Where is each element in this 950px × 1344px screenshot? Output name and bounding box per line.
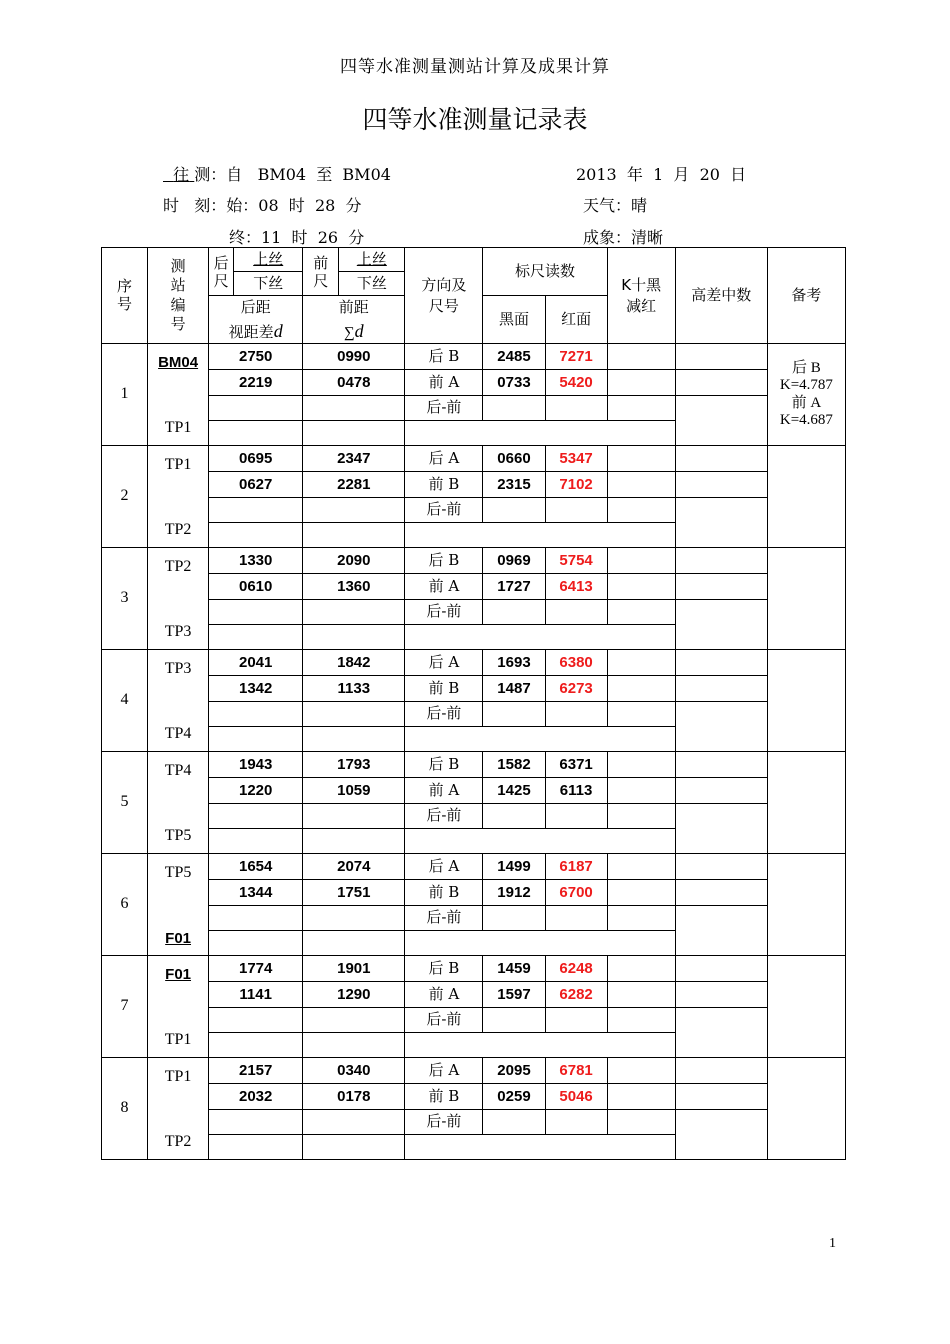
front-upper-reading: 0990 [303,344,405,370]
front-lower-reading: 2281 [303,472,405,498]
red-reading-back: 6187 [545,854,607,880]
direction-diff: 后-前 [405,906,483,931]
black-reading-back: 1582 [483,752,545,778]
front-upper-reading: 1842 [303,650,405,676]
front-lower-wire-header: 下丝 [339,272,405,296]
front-dist-cell [303,396,405,421]
black-reading-front: 0259 [483,1084,545,1110]
remarks-cell [767,854,845,956]
height-diff-cell [675,574,767,600]
back-dist-cell [209,600,303,625]
direction-back: 后 B [405,344,483,370]
station-2-row-2 [102,472,846,498]
height-diff-cell [675,906,767,956]
k-cell [607,676,675,702]
k-cell [607,344,675,370]
weather: 天气：晴 [583,196,648,215]
station-8-row-2 [102,1084,846,1110]
station-start: BM04 [158,354,199,371]
page-header: 四等水准测量测站计算及成果计算 [340,57,610,77]
front-dist-cell [303,1110,405,1135]
blank-cell [405,829,675,854]
station-3-row-2 [102,574,846,600]
route-to: BM04 [342,165,391,184]
sum-d-cell [303,931,405,956]
col-seq-header: 序 号 [102,248,148,344]
front-lower-reading: 1133 [303,676,405,702]
back-dist-cell [209,804,303,829]
col-station-header: 测 站 编 号 [148,248,209,344]
station-6-row-2 [102,880,846,906]
back-upper-reading: 2041 [209,650,303,676]
height-diff-cell [675,472,767,498]
sum-d-cell [303,727,405,752]
station-id-cell [148,344,209,446]
sum-d-header: ∑d [303,320,405,344]
height-diff-cell [675,982,767,1008]
back-lower-reading: 1220 [209,778,303,804]
red-reading-front: 6413 [545,574,607,600]
station-start: TP1 [164,456,192,473]
front-upper-reading: 2090 [303,548,405,574]
red-reading-front: 5046 [545,1084,607,1110]
direction-diff: 后-前 [405,498,483,523]
direction-back: 后 A [405,1058,483,1084]
front-lower-reading: 1360 [303,574,405,600]
black-reading-front: 0733 [483,370,545,396]
station-start: TP1 [164,1068,192,1085]
height-diff-cell [675,1058,767,1084]
seq-cell: 2 [102,446,148,548]
k-cell [607,370,675,396]
black-reading-back: 2485 [483,344,545,370]
red-reading-back: 5754 [545,548,607,574]
station-start: TP5 [164,864,192,881]
back-dist-cell [209,906,303,931]
back-dist-header: 后距 [209,296,303,320]
back-upper-reading: 1774 [209,956,303,982]
station-1-row-3 [102,396,846,421]
front-dist-cell [303,600,405,625]
back-dist-cell [209,396,303,421]
black-reading-back: 0969 [483,548,545,574]
black-diff-cell [483,396,545,421]
direction-back: 后 B [405,752,483,778]
seq-cell: 6 [102,854,148,956]
height-diff-cell [675,1084,767,1110]
direction-back: 后 A [405,854,483,880]
k-cell [607,956,675,982]
height-diff-header: 高差中数 [675,248,767,344]
station-1-row-1 [102,344,846,370]
black-header: 黑面 [483,296,545,344]
front-upper-reading: 2074 [303,854,405,880]
direction-back: 后 A [405,650,483,676]
back-dist-cell [209,498,303,523]
blank-cell [405,421,675,446]
station-end: TP1 [164,418,192,436]
red-diff-cell [545,600,607,625]
height-diff-cell [675,676,767,702]
red-reading-back: 6248 [545,956,607,982]
station-end: TP4 [164,724,192,742]
black-reading-back: 1459 [483,956,545,982]
red-reading-front: 6113 [545,778,607,804]
page-number: 1 [829,1236,836,1251]
height-diff-cell [675,752,767,778]
k-cell [607,1084,675,1110]
dist-diff-cell [209,421,303,446]
black-reading-back: 2095 [483,1058,545,1084]
height-diff-cell [675,1110,767,1160]
front-dist-cell [303,702,405,727]
sum-d-cell [303,625,405,650]
red-diff-cell [545,906,607,931]
black-diff-cell [483,1008,545,1033]
sum-d-cell [303,523,405,548]
k-cell [607,446,675,472]
front-dist-header: 前距 [303,296,405,320]
direction-front: 前 A [405,778,483,804]
front-upper-reading: 2347 [303,446,405,472]
station-id-cell [148,752,209,854]
height-diff-cell [675,702,767,752]
front-dist-cell [303,1008,405,1033]
blank-cell [405,931,675,956]
station-id-cell [148,548,209,650]
station-8-row-1 [102,1058,846,1084]
direction-header: 方向及 尺号 [405,248,483,344]
black-reading-back: 1499 [483,854,545,880]
front-lower-reading: 1751 [303,880,405,906]
remark-line: K=4.687 [779,411,833,428]
dist-diff-cell [209,1135,303,1160]
start-time: 时 刻：始：08 时 28 分 [163,196,362,215]
black-reading-front: 1727 [483,574,545,600]
back-upper-reading: 1654 [209,854,303,880]
black-diff-cell [483,804,545,829]
station-7-row-2 [102,982,846,1008]
height-diff-cell [675,854,767,880]
k-cell [607,1008,675,1033]
direction-diff: 后-前 [405,804,483,829]
back-upper-wire-header: 上丝 [234,248,303,272]
back-upper-reading: 1943 [209,752,303,778]
height-diff-cell [675,778,767,804]
end-time: 终：11 时 26 分 [229,228,365,247]
direction-front: 前 B [405,676,483,702]
k-cell [607,854,675,880]
station-5-row-1 [102,752,846,778]
station-5-row-2 [102,778,846,804]
seq-cell: 4 [102,650,148,752]
station-start: TP4 [164,762,192,779]
station-8-row-3 [102,1110,846,1135]
survey-date: 2013 年 1 月 20 日 [576,165,747,184]
station-start: TP2 [164,558,192,575]
route-from: BM04 [257,165,307,184]
red-diff-cell [545,1110,607,1135]
back-upper-reading: 2157 [209,1058,303,1084]
station-7-row-1 [102,956,846,982]
remark-header: 备考 [767,248,845,344]
k-cell [607,702,675,727]
black-reading-front: 1425 [483,778,545,804]
height-diff-cell [675,498,767,548]
station-end: F01 [165,929,192,947]
sum-d-cell [303,421,405,446]
remarks-cell [767,956,845,1058]
black-diff-cell [483,1110,545,1135]
height-diff-cell [675,650,767,676]
height-diff-cell [675,880,767,906]
route-direction: 往 [173,165,190,184]
dist-diff-cell [209,1033,303,1058]
direction-front: 前 A [405,982,483,1008]
station-end: TP2 [164,520,192,538]
station-1-row-2 [102,370,846,396]
seq-cell: 8 [102,1058,148,1160]
dist-diff-cell [209,523,303,548]
k-cell [607,650,675,676]
header-row-1 [102,248,846,272]
direction-front: 前 B [405,880,483,906]
direction-diff: 后-前 [405,702,483,727]
remark-line: 后 B [792,360,821,376]
front-lower-reading: 1059 [303,778,405,804]
remarks-cell [767,446,845,548]
remarks-cell [767,1058,845,1160]
red-diff-cell [545,498,607,523]
seq-cell: 7 [102,956,148,1058]
front-lower-reading: 1290 [303,982,405,1008]
sum-d-cell [303,1135,405,1160]
back-lower-reading: 0627 [209,472,303,498]
seq-cell: 3 [102,548,148,650]
red-reading-front: 6273 [545,676,607,702]
front-dist-cell [303,804,405,829]
direction-front: 前 A [405,370,483,396]
k-cell [607,396,675,421]
remark-line: K=4.787 [779,377,833,394]
leveling-record-table [101,247,846,1160]
station-3-row-1 [102,548,846,574]
direction-diff: 后-前 [405,396,483,421]
k-cell [607,574,675,600]
red-reading-front: 7102 [545,472,607,498]
remarks-cell [767,752,845,854]
k-col-header: K十黑 减红 [607,248,675,344]
red-reading-back: 6371 [545,752,607,778]
blank-cell [405,625,675,650]
remarks-cell [767,548,845,650]
black-diff-cell [483,906,545,931]
black-reading-front: 1597 [483,982,545,1008]
height-diff-cell [675,1008,767,1058]
red-diff-cell [545,702,607,727]
back-lower-reading: 1141 [209,982,303,1008]
dist-diff-header: 视距差d [209,320,303,344]
remarks-cell [767,344,845,446]
blank-cell [405,523,675,548]
station-2-row-1 [102,446,846,472]
back-lower-wire-header: 下丝 [234,272,303,296]
height-diff-cell [675,344,767,370]
station-end: TP1 [164,1030,192,1048]
back-ruler-header: 后 尺 [209,248,234,296]
sum-d-cell [303,829,405,854]
red-diff-cell [545,396,607,421]
front-lower-reading: 0178 [303,1084,405,1110]
front-upper-reading: 0340 [303,1058,405,1084]
front-upper-reading: 1793 [303,752,405,778]
survey-route [163,162,391,185]
height-diff-cell [675,548,767,574]
black-diff-cell [483,702,545,727]
station-id-cell [148,854,209,956]
station-start: TP3 [164,660,192,677]
back-lower-reading: 2032 [209,1084,303,1110]
page-title: 四等水准测量记录表 [362,105,588,134]
route-label: 测：自 [194,165,243,184]
station-id-cell [148,650,209,752]
height-diff-cell [675,600,767,650]
direction-front: 前 A [405,574,483,600]
red-diff-cell [545,804,607,829]
blank-cell [405,1135,675,1160]
direction-front: 前 B [405,1084,483,1110]
station-7-row-3 [102,1008,846,1033]
red-header: 红面 [545,296,607,344]
back-lower-reading: 1342 [209,676,303,702]
back-upper-reading: 1330 [209,548,303,574]
k-cell [607,982,675,1008]
sum-d-cell [303,1033,405,1058]
red-reading-front: 6282 [545,982,607,1008]
back-upper-reading: 2750 [209,344,303,370]
direction-back: 后 A [405,446,483,472]
black-reading-front: 2315 [483,472,545,498]
station-4-row-1 [102,650,846,676]
seq-cell: 1 [102,344,148,446]
station-3-row-3 [102,600,846,625]
station-end: TP2 [164,1132,192,1150]
back-dist-cell [209,1008,303,1033]
back-lower-reading: 2219 [209,370,303,396]
k-cell [607,752,675,778]
direction-diff: 后-前 [405,1008,483,1033]
station-end: TP5 [164,826,192,844]
back-lower-reading: 1344 [209,880,303,906]
station-5-row-3 [102,804,846,829]
station-6-row-3 [102,906,846,931]
direction-diff: 后-前 [405,1110,483,1135]
k-cell [607,880,675,906]
k-cell [607,498,675,523]
height-diff-cell [675,446,767,472]
k-cell [607,778,675,804]
remarks-cell [767,650,845,752]
back-dist-cell [209,1110,303,1135]
reading-header: 标尺读数 [483,248,607,296]
back-upper-reading: 0695 [209,446,303,472]
station-6-row-1 [102,854,846,880]
front-lower-reading: 0478 [303,370,405,396]
red-reading-back: 5347 [545,446,607,472]
red-reading-back: 6781 [545,1058,607,1084]
direction-diff: 后-前 [405,600,483,625]
black-diff-cell [483,600,545,625]
height-diff-cell [675,804,767,854]
direction-back: 后 B [405,956,483,982]
dist-diff-cell [209,931,303,956]
black-reading-front: 1912 [483,880,545,906]
station-2-row-3 [102,498,846,523]
route-to-label: 至 [316,165,333,184]
dist-diff-cell [209,727,303,752]
front-upper-wire-header: 上丝 [339,248,405,272]
direction-front: 前 B [405,472,483,498]
station-end: TP3 [164,622,192,640]
front-dist-cell [303,498,405,523]
red-reading-back: 7271 [545,344,607,370]
k-cell [607,600,675,625]
k-cell [607,906,675,931]
front-ruler-header: 前 尺 [303,248,339,296]
station-id-cell [148,1058,209,1160]
k-cell [607,1110,675,1135]
station-4-row-3 [102,702,846,727]
direction-back: 后 B [405,548,483,574]
red-reading-front: 6700 [545,880,607,906]
black-reading-back: 1693 [483,650,545,676]
dist-diff-cell [209,829,303,854]
red-diff-cell [545,1008,607,1033]
blank-cell [405,1033,675,1058]
remark-line: 前 A [791,394,822,411]
front-dist-cell [303,906,405,931]
k-cell [607,1058,675,1084]
station-4-row-2 [102,676,846,702]
height-diff-cell [675,396,767,446]
image-quality: 成象：清晰 [583,228,664,247]
k-cell [607,804,675,829]
height-diff-cell [675,956,767,982]
k-cell [607,472,675,498]
seq-cell: 5 [102,752,148,854]
red-reading-back: 6380 [545,650,607,676]
height-diff-cell [675,370,767,396]
front-upper-reading: 1901 [303,956,405,982]
back-dist-cell [209,702,303,727]
back-lower-reading: 0610 [209,574,303,600]
red-reading-front: 5420 [545,370,607,396]
station-start: F01 [165,966,192,983]
station-id-cell [148,446,209,548]
blank-cell [405,727,675,752]
dist-diff-cell [209,625,303,650]
station-id-cell [148,956,209,1058]
k-cell [607,548,675,574]
black-diff-cell [483,498,545,523]
black-reading-front: 1487 [483,676,545,702]
black-reading-back: 0660 [483,446,545,472]
